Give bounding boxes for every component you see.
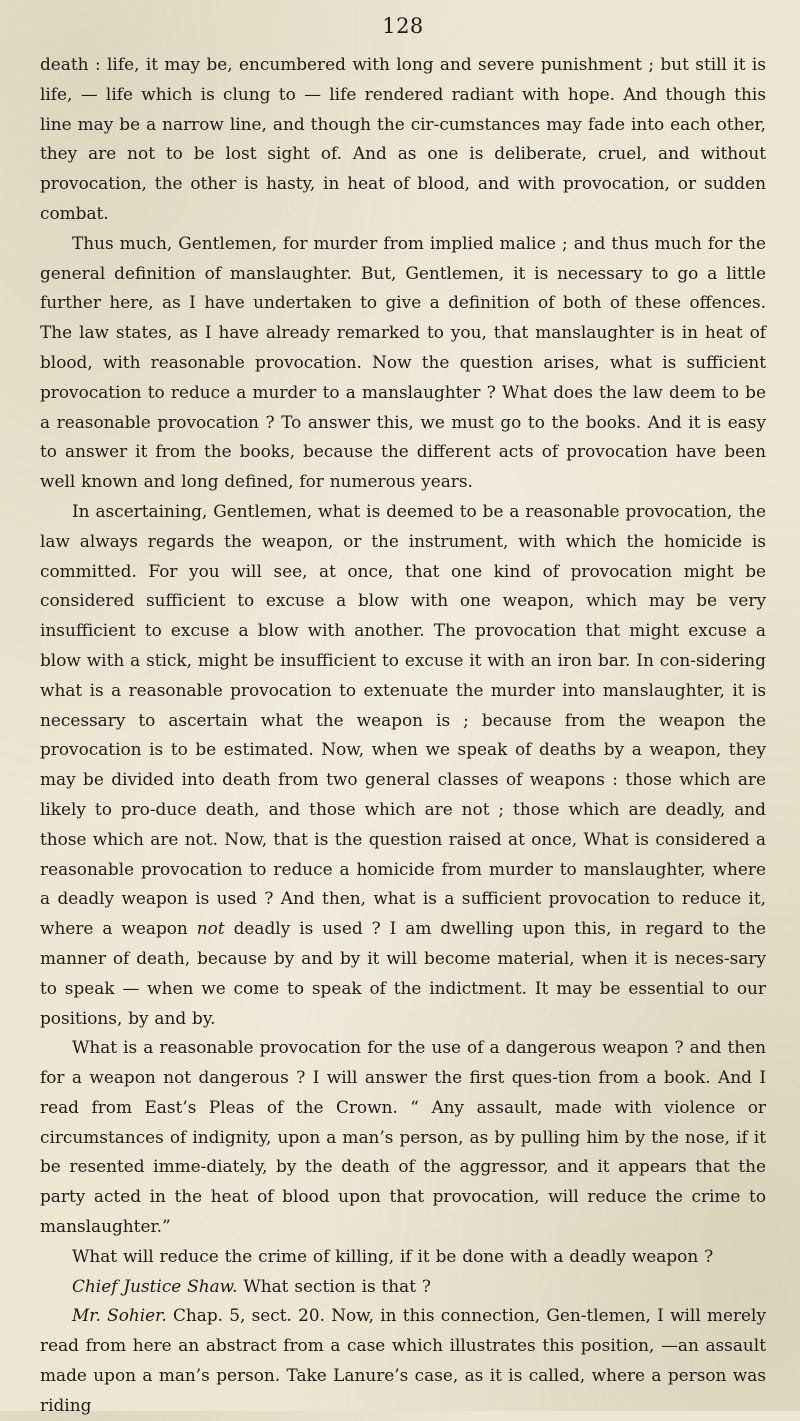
text-segment: What section is that ? (237, 1275, 431, 1296)
paragraph (40, 1033, 766, 1242)
page-number: 128 (382, 14, 424, 38)
text-segment: deadly is used ? I am dwelling upon this, in regard to the manner of death, because by and by it will become material, when it is neces-sary to speak — when we come to speak of the indictment. It may be essential to our positions, by and by. (40, 918, 766, 1028)
paragraph (40, 1242, 766, 1272)
text-segment: death : life, it may be, encumbered with long and severe punishment ; but still it is life, — life which is clung to — life rendered radiant with hope. And though this line may be a narrow line, and though the cir-cumstances may fade into each other, they are not to be lost sight of. And as one is deliberate, cruel, and without provocation, the other is hasty, in heat of blood, and with provocation, or sudden combat. (40, 54, 766, 223)
text-segment: In ascertaining, Gentlemen, what is deemed to be a reasonable provocation, the law always regards the weapon, or the instrument, with which the homicide is committed. For you will see, at once, that one kind of provocation might be considered sufficient to excuse a blow with one weapon, which may be very insufficient to excuse a blow with another. The provocation that might excuse a blow with a stick, might be insufficient to excuse it with an iron bar. In con-sidering what is a reasonable provocation to extenuate the murder into manslaughter, it is necessary to ascertain what the weapon is ; because from the weapon the provocation is to be estimated. Now, when we speak of deaths by a weapon, they may be divided into death from two general classes of weapons : those which are likely to pro-duce death, and those which are not ; those which are deadly, and those which are not. Now, that is the question raised at once, What is considered a reasonable provocation to reduce a homicide from murder to manslaughter, where a deadly weapon is used ? And then, what is a sufficient provocation to reduce it, where a weapon (40, 500, 766, 939)
text-segment: Chap. 5, sect. 20. Now, in this connection, Gen-tlemen, I will merely read from here an abstract from a case which illustrates this position, —an assault made upon a man’s person. Take Lanure’s case, as it is called, where a person was riding (40, 1305, 767, 1415)
paragraph (40, 1272, 766, 1302)
paragraph (40, 497, 766, 1033)
italic-emphasis: not (196, 918, 225, 939)
speaker-name: Mr. Sohier. (72, 1305, 167, 1326)
text-segment: What is a reasonable provocation for the use of a dangerous weapon ? and then for a weapon not dangerous ? I will answer the first ques-tion from a book. And I read from East’s Pleas of the Crown. “ Any assault, made with violence or circumstances of indignity, upon a man’s person, as by pulling him by the nose, if it be resented imme-diately, by the death of the aggressor, and it appears that the party acted in the heat of blood upon that provocation, will reduce the crime to manslaughter.” (40, 1037, 766, 1237)
text-segment: What will reduce the crime of killing, if it be done with a deadly weapon ? (72, 1245, 714, 1266)
paragraph (40, 1301, 766, 1420)
speaker-name: Chief Justice Shaw. (72, 1275, 238, 1296)
body-text (40, 50, 766, 1421)
text-segment: Thus much, Gentlemen, for murder from implied malice ; and thus much for the general definition of manslaughter. But, Gentlemen, it is necessary to go a little further here, as I have undertaken to give a definition of both of these offences. The law states, as I have already remarked to you, that manslaughter is in heat of blood, with reasonable provocation. Now the question arises, what is sufficient provocation to reduce a murder to a manslaughter ? What does the law deem to be a reasonable provocation ? To answer this, we must go to the books. And it is easy to answer it from the books, because the different acts of provocation have been well known and long defined, for numerous years. (40, 232, 766, 492)
paragraph (40, 229, 766, 497)
paragraph (40, 50, 766, 229)
